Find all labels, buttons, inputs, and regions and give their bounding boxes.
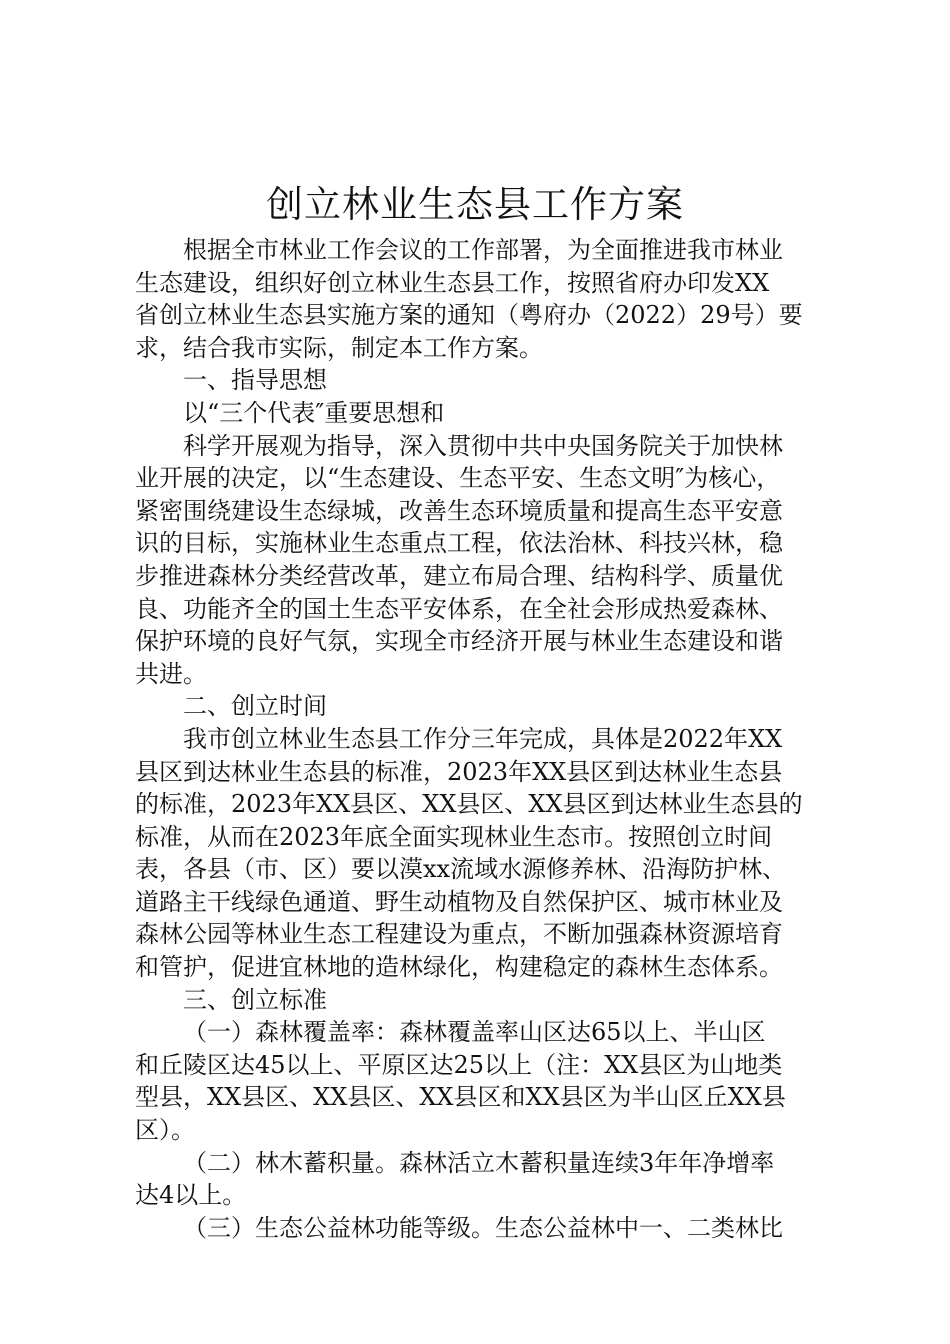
text-line: 和管护，促进宜林地的造林绿化，构建稳定的森林生态体系。 — [135, 953, 783, 982]
text-line: 三、创立标准 — [183, 985, 327, 1014]
text-line: 求，结合我市实际，制定本工作方案。 — [135, 333, 543, 362]
text-line: 的标准，2023年XX县区、XX县区、XX县区到达林业生态县的 — [135, 790, 803, 819]
text-line: 表，各县（市、区）要以漠xx流域水源修养林、沿海防护林、 — [135, 855, 787, 884]
text-line: （二）林木蓄积量。森林活立木蓄积量连续3年年净增率 — [183, 1148, 775, 1177]
text-line: 县区到达林业生态县的标准，2023年XX县区到达林业生态县 — [135, 757, 783, 786]
text-line: 保护环境的良好气氛，实现全市经济开展与林业生态建设和谐 — [135, 627, 783, 656]
text-line: 紧密围绕建设生态绿城，改善生态环境质量和提高生态平安意 — [135, 496, 783, 525]
text-line: 和丘陵区达45以上、平原区达25以上（注：XX县区为山地类 — [135, 1050, 783, 1079]
text-line: 标准，从而在2023年底全面实现林业生态市。按照创立时间 — [135, 822, 773, 851]
text-line: 省创立林业生态县实施方案的通知（粤府办（2022）29号）要 — [135, 301, 803, 330]
text-line: 业开展的决定，以“生态建设、生态平安、生态文明″为核心， — [135, 464, 781, 493]
text-line: 森林公园等林业生态工程建设为重点，不断加强森林资源培育 — [135, 920, 783, 949]
text-line: 以“三个代表″重要思想和 — [183, 398, 445, 427]
text-line: 步推进森林分类经营改革，建立布局合理、结构科学、质量优 — [135, 561, 783, 590]
text-line: 根据全市林业工作会议的工作部署，为全面推进我市林业 — [183, 236, 783, 264]
text-line: 生态建设，组织好创立林业生态县工作，按照省府办印发XX — [135, 268, 770, 297]
document-body — [135, 234, 825, 1244]
text-line: 我市创立林业生态县工作分三年完成，具体是2022年XX — [183, 724, 783, 753]
document-title: 创立林业生态县工作方案 — [266, 183, 684, 226]
text-line: 共进。 — [135, 659, 207, 688]
text-line: （三）生态公益林功能等级。生态公益林中一、二类林比 — [183, 1213, 783, 1242]
text-line: 区）。 — [135, 1116, 195, 1145]
text-line: 良、功能齐全的国土生态平安体系，在全社会形成热爱森林、 — [135, 594, 783, 623]
text-line: 道路主干线绿色通道、野生动植物及自然保护区、城市林业及 — [135, 887, 783, 916]
text-line: 二、创立时间 — [183, 692, 327, 721]
text-line: 达4以上。 — [135, 1181, 247, 1210]
text-line: （一）森林覆盖率：森林覆盖率山区达65以上、半山区 — [183, 1018, 766, 1047]
text-line: 型县，XX县区、XX县区、XX县区和XX县区为半山区丘XX县 — [135, 1083, 786, 1112]
text-line: 识的目标，实施林业生态重点工程，依法治林、科技兴林，稳 — [135, 529, 783, 558]
text-line: 一、指导思想 — [183, 366, 327, 395]
text-line: 科学开展观为指导，深入贯彻中共中央国务院关于加快林 — [183, 431, 783, 460]
